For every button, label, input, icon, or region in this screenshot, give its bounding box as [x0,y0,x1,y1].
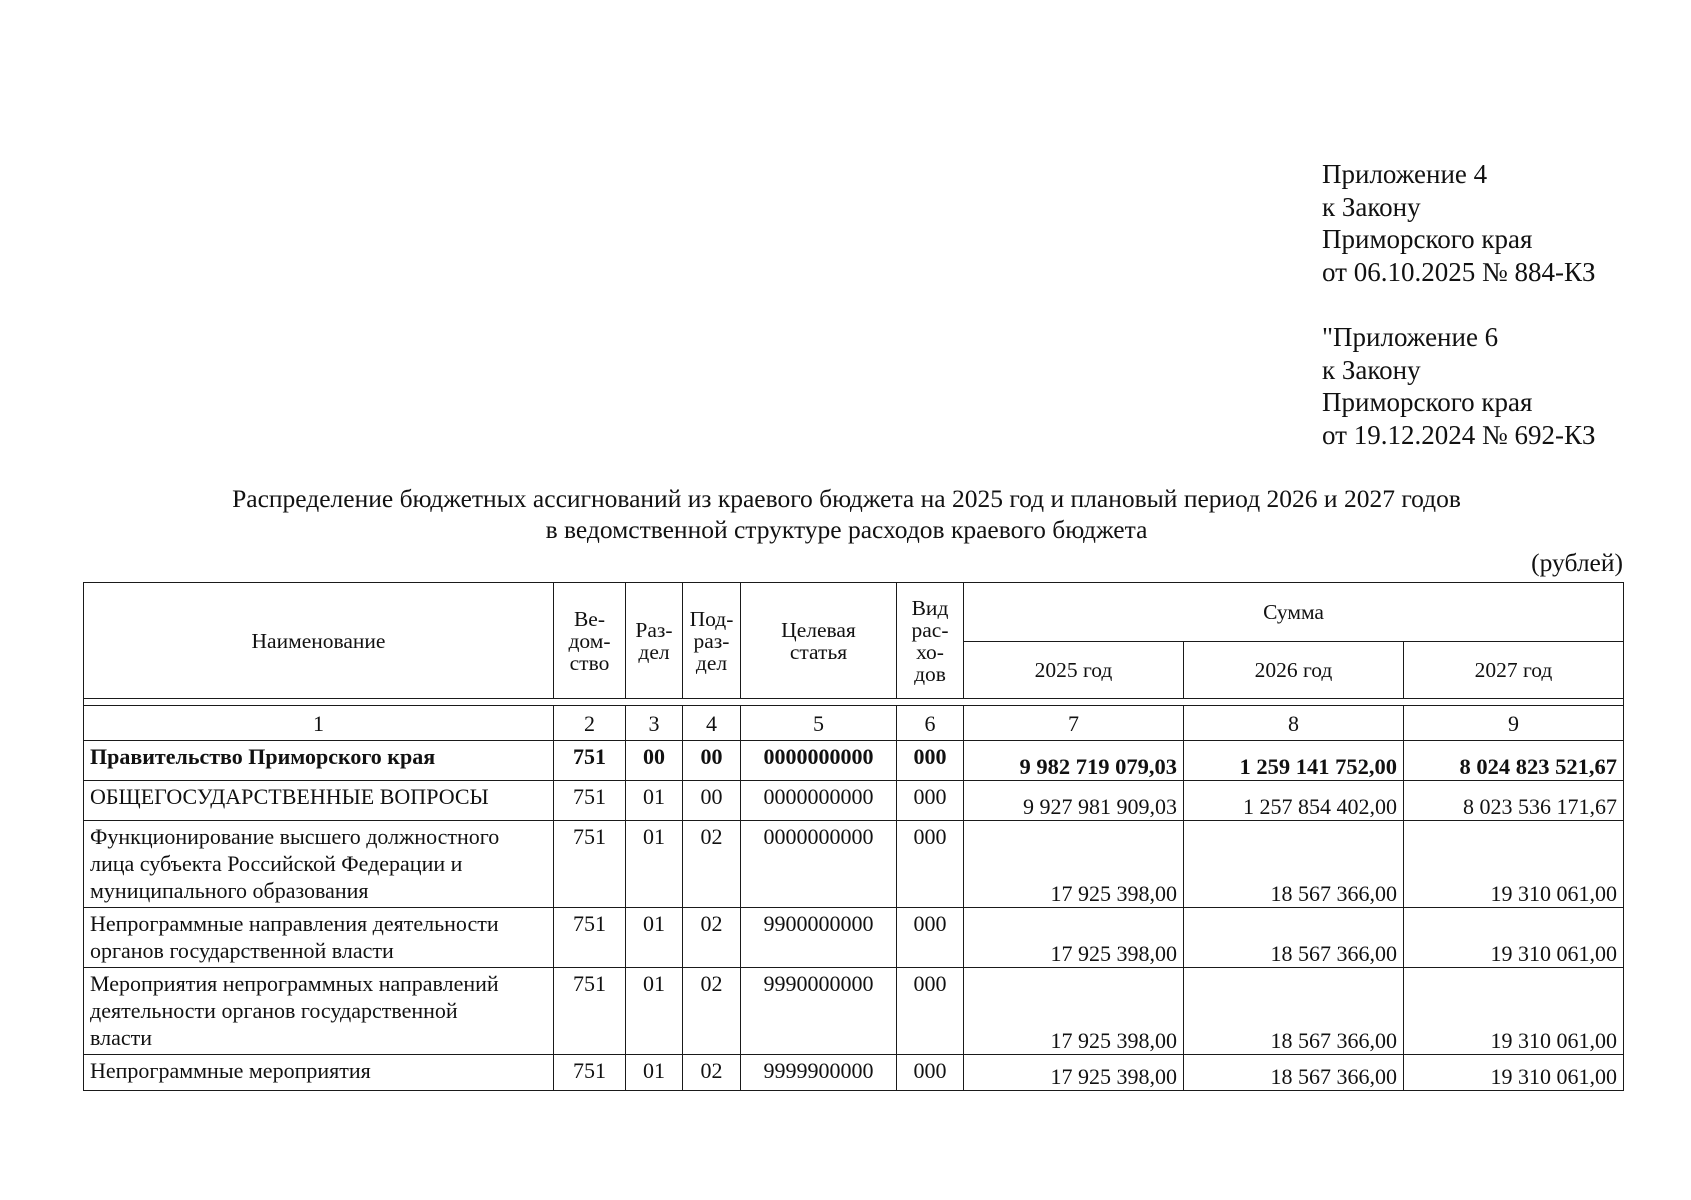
row-subsection: 02 [683,821,741,908]
table-row-nonprogram-measures-directions [84,968,1624,1055]
column-number: 1 [84,706,554,741]
column-number: 5 [741,706,897,741]
column-number: 6 [897,706,964,741]
table-row-nonprogram-measures [84,1055,1624,1091]
document-title-line2: в ведомственной структуре расходов краевого бюджета [545,515,1148,544]
table-row-government-total [84,741,1624,781]
appendix-amended-block [1322,321,1652,451]
column-number: 9 [1404,706,1624,741]
header-dept-line3: ство [569,650,610,675]
row-amount-2027: 19 310 061,00 [1404,908,1624,968]
row-subsection: 00 [683,741,741,781]
row-amount-2025: 17 925 398,00 [964,968,1184,1055]
row-subsection: 02 [683,968,741,1055]
header-subsection-line3: дел [695,650,728,675]
row-amount-2026: 1 257 854 402,00 [1184,781,1404,821]
row-expense-type: 000 [897,741,964,781]
row-dept: 751 [554,1055,626,1091]
table-header-row [84,583,1624,642]
row-subsection: 02 [683,1055,741,1091]
appendix-amended-line4: от 19.12.2024 № 692-КЗ [1322,419,1596,450]
table-row-general-issues [84,781,1624,821]
row-name-line1: Непрограммные направления деятельности [90,911,499,936]
row-name-line2: органов государственной власти [90,938,394,963]
header-subsection-line1: Под- [689,606,734,631]
row-amount-2025: 9 927 981 909,03 [964,781,1184,821]
row-target: 0000000000 [741,821,897,908]
row-name-line2: лица субъекта Российской Федерации и [90,851,463,876]
row-amount-2027: 8 023 536 171,67 [1404,781,1624,821]
row-dept: 751 [554,741,626,781]
row-amount-2026: 18 567 366,00 [1184,968,1404,1055]
appendix-current-line1: Приложение 4 [1322,159,1488,189]
appendix-amended-line3: Приморского края [1322,387,1533,417]
header-section [626,583,683,699]
appendix-amended-line1: "Приложение 6 [1322,322,1499,352]
column-numbers-row [84,706,1624,741]
row-name [84,821,554,908]
header-expense-type-line2: рас- [911,617,949,642]
row-target: 0000000000 [741,741,897,781]
row-amount-2026: 1 259 141 752,00 [1184,741,1404,781]
column-number: 7 [964,706,1184,741]
row-name [84,908,554,968]
row-name: ОБЩЕГОСУДАРСТВЕННЫЕ ВОПРОСЫ [84,781,554,821]
row-dept: 751 [554,968,626,1055]
row-name-line3: власти [90,1025,152,1050]
row-amount-2025: 9 982 719 079,03 [964,741,1184,781]
column-number: 8 [1184,706,1404,741]
header-target-line1: Целевая [781,617,856,642]
row-target: 9900000000 [741,908,897,968]
row-name-line1: Мероприятия непрограммных направлений [90,971,499,996]
row-section: 01 [626,968,683,1055]
header-year-2025: 2025 год [964,642,1184,699]
row-target: 9990000000 [741,968,897,1055]
row-amount-2027: 19 310 061,00 [1404,821,1624,908]
header-expense-type [897,583,964,699]
row-amount-2027: 8 024 823 521,67 [1404,741,1624,781]
table-gap-cell [84,699,1624,706]
header-section-line1: Раз- [635,617,673,642]
column-number: 3 [626,706,683,741]
row-amount-2026: 18 567 366,00 [1184,908,1404,968]
row-amount-2026: 18 567 366,00 [1184,1055,1404,1091]
document-title [80,483,1613,545]
row-name [84,968,554,1055]
row-amount-2025: 17 925 398,00 [964,908,1184,968]
row-expense-type: 000 [897,821,964,908]
appendix-current-line2: к Закону [1322,191,1421,222]
header-year-2026: 2026 год [1184,642,1404,699]
units-label: (рублей) [1531,548,1623,577]
row-target: 0000000000 [741,781,897,821]
row-expense-type: 000 [897,968,964,1055]
header-dept [554,583,626,699]
row-dept: 751 [554,908,626,968]
row-expense-type: 000 [897,908,964,968]
header-subsection-line2: раз- [693,628,730,653]
table-row-nonprogram-directions [84,908,1624,968]
header-expense-type-line4: дов [914,661,946,686]
row-section: 00 [626,741,683,781]
header-target [741,583,897,699]
header-section-line2: дел [638,639,670,664]
row-section: 01 [626,781,683,821]
row-dept: 751 [554,821,626,908]
row-amount-2025: 17 925 398,00 [964,821,1184,908]
row-name: Непрограммные мероприятия [84,1055,554,1091]
row-expense-type: 000 [897,1055,964,1091]
row-target: 9999900000 [741,1055,897,1091]
header-subsection [683,583,741,699]
header-name: Наименование [84,583,554,699]
row-amount-2025: 17 925 398,00 [964,1055,1184,1091]
row-section: 01 [626,821,683,908]
row-subsection: 00 [683,781,741,821]
appendix-current-block [1322,158,1652,288]
header-expense-type-line1: Вид [911,595,949,620]
appendix-amended-line2: к Закону [1322,354,1421,385]
column-number: 4 [683,706,741,741]
budget-table [83,582,1624,1091]
row-section: 01 [626,908,683,968]
appendix-current-line4: от 06.10.2025 № 884-КЗ [1322,256,1596,287]
row-name-line2: деятельности органов государственной [90,998,458,1023]
row-subsection: 02 [683,908,741,968]
row-amount-2027: 19 310 061,00 [1404,1055,1624,1091]
row-amount-2026: 18 567 366,00 [1184,821,1404,908]
row-name-line1: Функционирование высшего должностного [90,824,500,849]
header-dept-line2: дом- [568,628,611,653]
row-dept: 751 [554,781,626,821]
row-section: 01 [626,1055,683,1091]
header-expense-type-line3: хо- [916,639,944,664]
table-row-highest-official [84,821,1624,908]
column-number: 2 [554,706,626,741]
header-year-2027: 2027 год [1404,642,1624,699]
row-name-line3: муниципального образования [90,878,369,903]
document-title-line1: Распределение бюджетных ассигнований из краевого бюджета на 2025 год и плановый период 2026 и 2027 годов [232,484,1461,513]
header-target-line2: статья [789,639,848,664]
row-expense-type: 000 [897,781,964,821]
row-name: Правительство Приморского края [84,741,554,781]
table-gap-row [84,699,1624,706]
appendix-current-line3: Приморского края [1322,224,1533,254]
header-sum: Сумма [964,583,1624,642]
header-dept-line1: Ве- [573,606,606,631]
row-amount-2027: 19 310 061,00 [1404,968,1624,1055]
